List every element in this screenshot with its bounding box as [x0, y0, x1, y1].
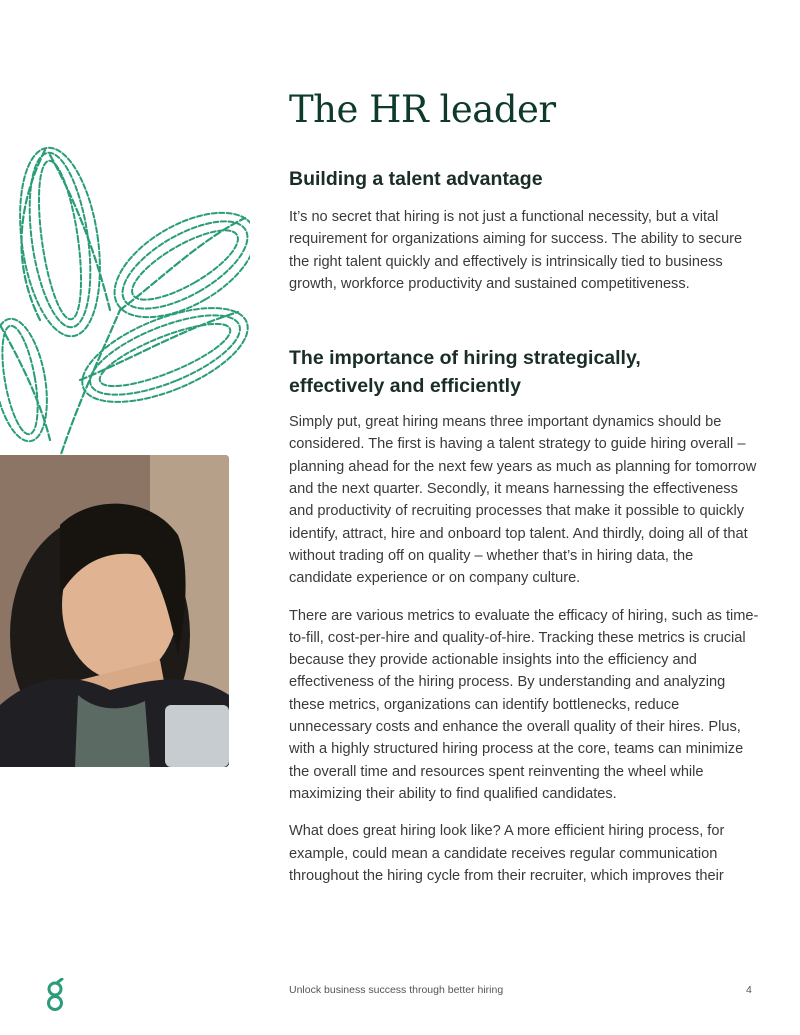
page-number: 4: [746, 984, 752, 996]
page-title: The HR leader: [289, 88, 556, 131]
portrait-photo: [0, 455, 229, 767]
section-heading-talent-advantage: Building a talent advantage: [289, 168, 543, 190]
footer-text: Unlock business success through better hiring: [289, 984, 504, 996]
section-heading-hiring-importance: The importance of hiring strategically, effectively and efficiently: [289, 347, 641, 398]
section-paragraph: It’s no secret that hiring is not just a functional necessity, but a vital requirement for organizations aiming for success. The ability to secure the right talent quickly and effectively is intrinsically tied to business growth, workforce productivity and sustained competitiveness.: [289, 209, 743, 292]
section-paragraph: There are various metrics to evaluate the efficacy of hiring, such as time-to-fill, cost-per-hire and quality-of-hire. Tracking these metrics is crucial because they provide actionable insights into the efficiency and effectiveness of the hiring process. By understanding and analyzing these metrics, organizations can identify bottlenecks, reduce unnecessary costs and enhance the overall quality of their hires. Plus, with a highly structured hiring process at the core, teams can minimize the overall time and resources spent reinventing the wheel while maximizing their ability to find qualified candidates.: [289, 607, 759, 802]
section-paragraph: Simply put, great hiring means three important dynamics should be considered. The first is having a talent strategy to guide hiring overall – planning ahead for the next few years as much as planning for tomorrow and the next quarter. Secondly, it means harnessing the effectiveness and productivity of recruiting processes that make it possible to quickly identify, attract, hire and onboard top talent. And thirdly, doing all of that without trading off on quality – whether that’s in hiring data, the candidate experience or on company culture.: [289, 414, 757, 587]
brand-g-logo-icon: [44, 978, 66, 1012]
section-paragraph: What does great hiring look like? A more efficient hiring process, for example, could mean a candidate receives regular communication throughout the hiring cycle from their recruiter, which improves their: [289, 823, 725, 884]
main-content: [289, 86, 759, 887]
person-illustration: [0, 455, 229, 767]
